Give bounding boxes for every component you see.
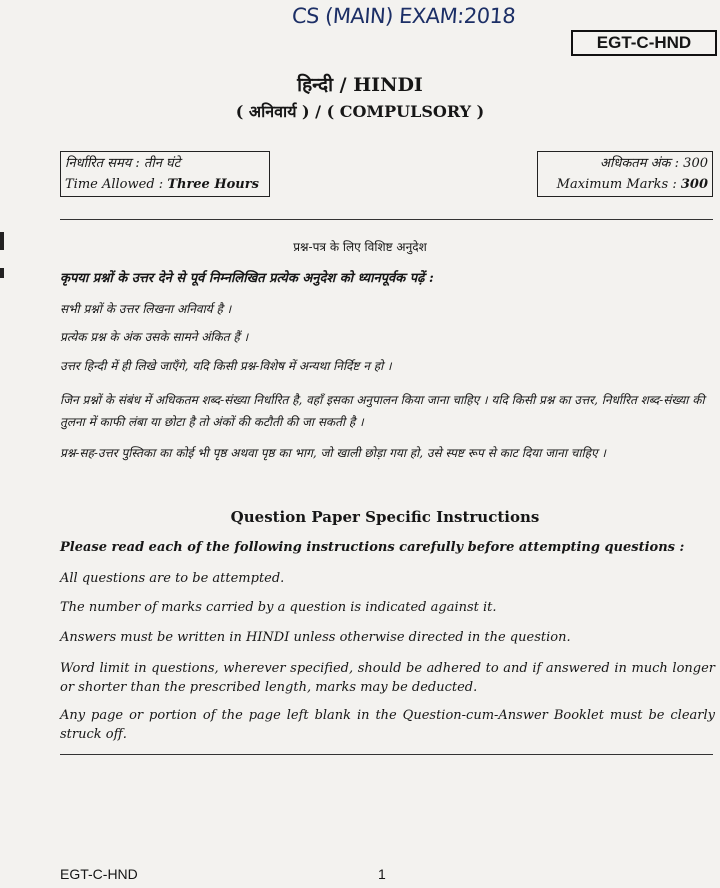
time-allowed-box	[60, 151, 270, 197]
english-instruction-item: Word limit in questions, wherever specified, should be adhered to and if answered in much longer or shorter than the prescribed length, marks may be deducted.	[60, 661, 715, 695]
english-instructions-lead: Please read each of the following instructions carefully before attempting questions :	[60, 540, 685, 555]
time-allowed-english	[65, 174, 265, 195]
maximum-marks-value: 300	[680, 177, 708, 192]
hindi-instructions-heading: प्रश्न-पत्र के लिए विशिष्ट अनुदेश	[293, 240, 427, 254]
hindi-instruction-item: उत्तर हिन्दी में ही लिखे जाएँगे, यदि किसी प्रश्न-विशेष में अन्यथा निर्दिष्ट न हो ।	[60, 359, 392, 373]
paper-subtitle: ( अनिवार्य ) / ( COMPULSORY )	[235, 102, 485, 121]
english-instruction-item: Any page or portion of the page left blank in the Question-cum-Answer Booklet must be clearly struck off.	[60, 708, 715, 742]
handwritten-exam-note: CS (MAIN) EXAM:2018	[291, 4, 517, 28]
paper-title: हिन्दी / HINDI	[297, 74, 423, 96]
time-allowed-hindi: निर्धारित समय : तीन घंटे	[65, 156, 181, 171]
time-allowed-label: Time Allowed :	[65, 177, 168, 192]
english-instruction-item: All questions are to be attempted.	[60, 571, 285, 586]
hindi-instruction-item: प्रश्न-सह-उत्तर पुस्तिका का कोई भी पृष्ठ अथवा पृष्ठ का भाग, जो खाली छोड़ा गया हो, उसे स्पष्ट रूप से काट दिया जाना चाहिए ।	[60, 446, 606, 460]
paper-code-box: EGT-C-HND	[571, 30, 717, 56]
hindi-instructions-lead: कृपया प्रश्नों के उत्तर देने से पूर्व निम्नलिखित प्रत्येक अनुदेश को ध्यानपूर्वक पढ़ें :	[60, 271, 434, 286]
maximum-marks-label: Maximum Marks :	[556, 177, 681, 192]
hindi-instruction-item: सभी प्रश्नों के उत्तर लिखना अनिवार्य है ।	[60, 302, 232, 316]
top-divider	[60, 219, 713, 220]
english-instructions-heading: Question Paper Specific Instructions	[230, 508, 540, 526]
maximum-marks-box	[537, 151, 713, 197]
scan-edge-mark	[0, 268, 4, 278]
english-instruction-item: Answers must be written in HINDI unless otherwise directed in the question.	[60, 630, 571, 645]
time-allowed-value: Three Hours	[167, 177, 259, 192]
maximum-marks-english	[542, 174, 708, 195]
english-instruction-item: The number of marks carried by a question is indicated against it.	[60, 600, 497, 615]
footer-paper-code: EGT-C-HND	[60, 866, 138, 882]
hindi-instruction-item: प्रत्येक प्रश्न के अंक उसके सामने अंकित हैं ।	[60, 330, 249, 344]
bottom-divider	[60, 754, 713, 755]
maximum-marks-hindi: अधिकतम अंक : 300	[600, 156, 708, 171]
scan-edge-mark	[0, 232, 4, 250]
hindi-instruction-item: जिन प्रश्नों के संबंध में अधिकतम शब्द-संख्या निर्धारित है, वहाँ इसका अनुपालन किया जाना चाहिए । यदि किसी प्रश्न का उत्तर, निर्धारित शब्द-संख्या की तुलना में काफी लंबा या छोटा है तो अंकों की कटौती की जा सकती है ।	[60, 393, 705, 429]
footer-page-number: 1	[378, 866, 386, 882]
